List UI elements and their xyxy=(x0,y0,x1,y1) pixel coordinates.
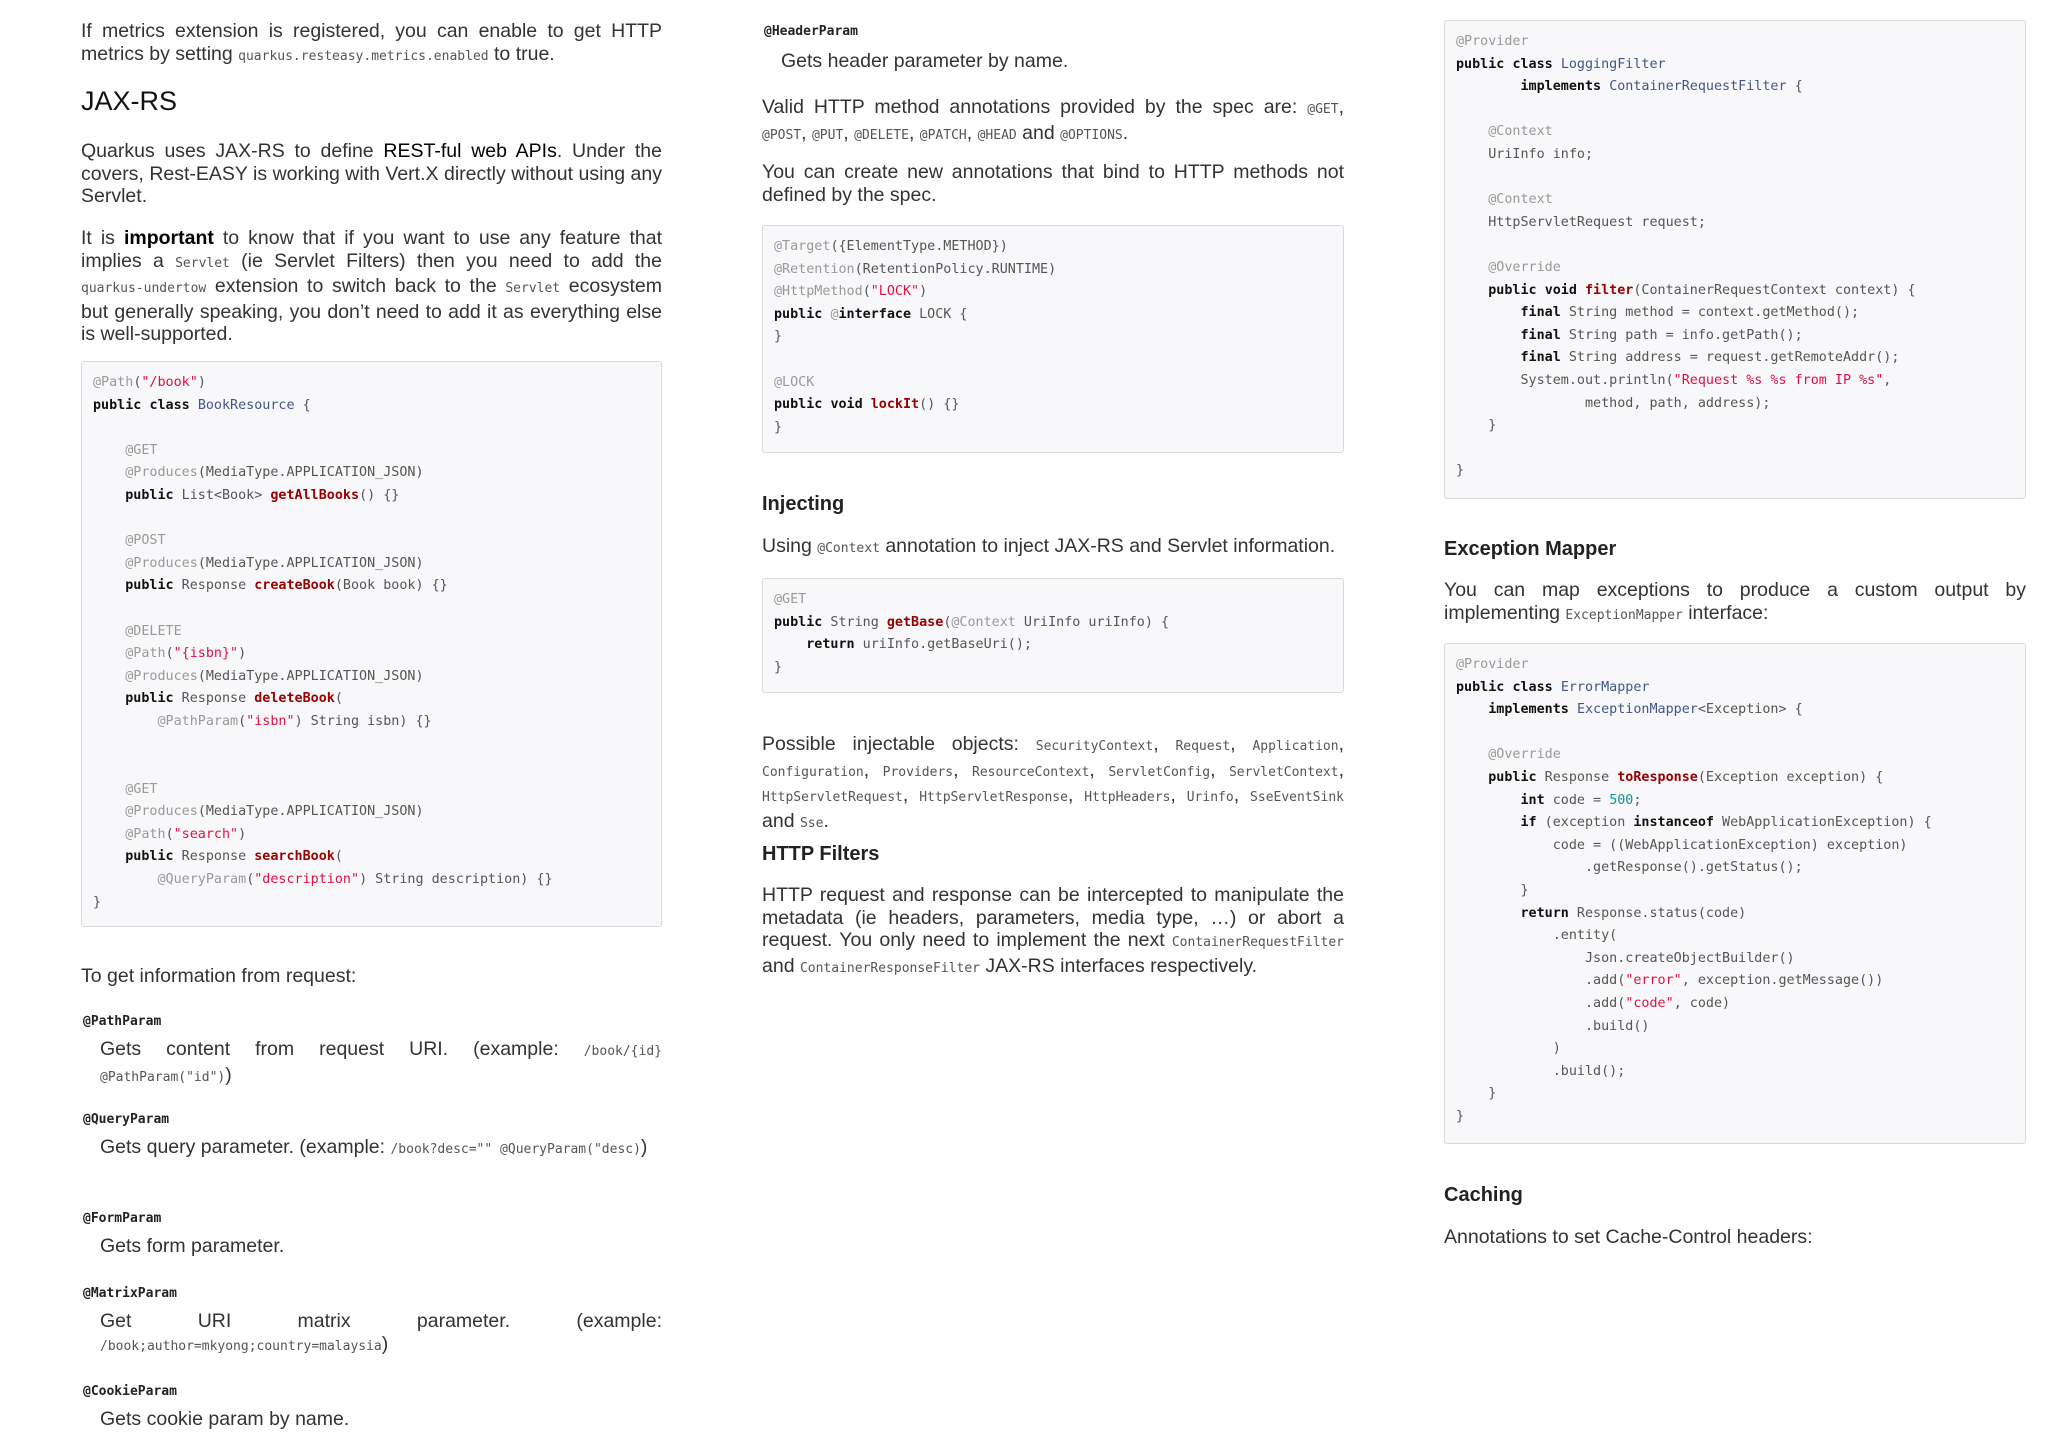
code-line: @Context xyxy=(1488,124,1553,140)
formparam-term: @FormParam xyxy=(83,1211,162,1226)
code-line: public class LoggingFilter xyxy=(1456,56,1666,72)
code-line: HttpServletRequest request; xyxy=(1456,214,1706,230)
code-line: @QueryParam("description") String description) {} xyxy=(157,872,553,888)
code-line: return uriInfo.getBaseUri(); xyxy=(806,637,1032,653)
code-line: @POST xyxy=(125,533,166,549)
metrics-paragraph: If metrics extension is registered, you can enable to get HTTP metrics by setting quarkus.resteasy.metrics.enabled to true. xyxy=(81,20,662,65)
code-line: @GET xyxy=(774,592,807,607)
headerparam-term: @HeaderParam xyxy=(764,24,858,39)
code-line: public Response deleteBook( xyxy=(125,691,343,707)
code-line: System.out.println("Request %s %s from IP %s", xyxy=(1456,372,1892,388)
code-line xyxy=(1456,722,2014,745)
code-line: @Produces(MediaType.APPLICATION_JSON) xyxy=(125,465,424,481)
queryparam-desc: Gets query parameter. (example: /book?desc="" @QueryParam("desc)) xyxy=(100,1136,648,1158)
book-resource-code-block xyxy=(81,361,662,927)
jaxrs-heading: JAX-RS xyxy=(81,86,178,116)
code-line: } xyxy=(774,419,783,435)
code-line xyxy=(93,508,650,531)
code-line: @Retention(RetentionPolicy.RUNTIME) xyxy=(774,261,1057,277)
code-line: @Provider xyxy=(1456,34,1529,49)
rest-apis-link[interactable]: REST-ful web APIs xyxy=(383,140,557,162)
code-line: @HttpMethod("LOCK") xyxy=(774,284,928,300)
logging-filter-code-block xyxy=(1444,20,2026,499)
code-line: @Produces(MediaType.APPLICATION_JSON) xyxy=(125,668,424,684)
code-line: .build() xyxy=(1456,1018,1650,1034)
matrixparam-desc: Get URI matrix parameter. (example: /book;author=mkyong;country=malaysia) xyxy=(100,1310,662,1355)
code-line: implements ExceptionMapper<Exception> { xyxy=(1488,702,1803,718)
exception-mapper-paragraph: You can map exceptions to produce a custom output by implementing ExceptionMapper interface: xyxy=(1444,579,2026,624)
code-line: implements ContainerRequestFilter { xyxy=(1520,79,1803,95)
valid-methods-paragraph: Valid HTTP method annotations provided by the spec are: @GET, @POST, @PUT, @DELETE, @PATCH, @HEAD and @OPTIONS. xyxy=(762,96,1344,144)
code-line: @Context xyxy=(1488,192,1553,208)
code-line: public class ErrorMapper xyxy=(1456,679,1650,695)
lock-annotation-code-block xyxy=(762,225,1344,453)
http-filters-paragraph: HTTP request and response can be intercepted to manipulate the metadata (ie headers, parameters, media type, …) or abort a request. You only need to implement the next ContainerRequestFilter and ContainerResponseFilter JAX-RS interfaces respectively. xyxy=(762,884,1344,977)
code-line xyxy=(1456,99,2014,122)
code-line: final String method = context.getMethod(); xyxy=(1520,305,1860,321)
code-line: @GET xyxy=(125,442,158,458)
error-mapper-code-block xyxy=(1444,643,2026,1144)
code-line: .entity( xyxy=(1456,928,1618,944)
formparam-desc: Gets form parameter. xyxy=(100,1235,285,1257)
exception-mapper-heading: Exception Mapper xyxy=(1444,538,1617,560)
code-line: @Path("/book") xyxy=(93,375,206,390)
code-line: public @interface LOCK { xyxy=(774,306,968,322)
code-line: } xyxy=(1456,1086,1497,1102)
code-line: @Provider xyxy=(1456,657,1529,672)
code-line: public Response createBook(Book book) {} xyxy=(125,578,448,594)
code-line: final String address = request.getRemoteAddr(); xyxy=(1520,350,1900,366)
code-line xyxy=(1456,438,2014,461)
cookieparam-term: @CookieParam xyxy=(83,1384,177,1399)
code-line: int code = 500; xyxy=(1520,792,1642,808)
code-line: @Path("search") xyxy=(125,826,247,842)
code-line: } xyxy=(774,329,783,345)
code-line: public List<Book> getAllBooks() {} xyxy=(125,487,400,503)
servlet-note-paragraph: It is important to know that if you want to use any feature that implies a Servlet (ie Servlet Filters) then you need to add the quarkus-undertow extension to switch back to the Servlet ecosystem but generally speaking, you don’t need to add it as everything else is well-supported. xyxy=(81,227,662,346)
cookieparam-desc: Gets cookie param by name. xyxy=(100,1408,350,1430)
code-line xyxy=(93,734,650,757)
code-line: public class BookResource { xyxy=(93,397,311,413)
code-line xyxy=(774,349,1332,372)
code-line: if (exception instanceof WebApplicationException) { xyxy=(1520,815,1932,831)
injecting-paragraph: Using @Context annotation to inject JAX-RS and Servlet information. xyxy=(762,535,1336,557)
code-line: @PathParam("isbn") String isbn) {} xyxy=(157,713,432,729)
code-line: public Response toResponse(Exception exception) { xyxy=(1488,769,1884,785)
code-line: code = ((WebApplicationException) exception) xyxy=(1456,837,1908,853)
code-line: public void filter(ContainerRequestContext context) { xyxy=(1488,282,1916,298)
code-line: method, path, address); xyxy=(1456,395,1771,411)
code-line: Json.createObjectBuilder() xyxy=(1456,950,1795,966)
request-info-intro: To get information from request: xyxy=(81,965,357,987)
injecting-heading: Injecting xyxy=(762,493,845,515)
code-line: .add("error", exception.getMessage()) xyxy=(1456,973,1884,989)
code-line: @Produces(MediaType.APPLICATION_JSON) xyxy=(125,555,424,571)
jaxrs-intro-paragraph: Quarkus uses JAX-RS to define REST-ful web APIs. Under the covers, Rest-EASY is working with Vert.X directly without using any Servlet. xyxy=(81,140,662,208)
pathparam-desc: Gets content from request URI. (example: /book/{id} @PathParam("id")) xyxy=(100,1038,662,1086)
caching-paragraph: Annotations to set Cache-Control headers: xyxy=(1444,1226,1813,1248)
code-line: } xyxy=(1456,882,1529,898)
metrics-config-code: quarkus.resteasy.metrics.enabled xyxy=(238,48,489,64)
code-line: @LOCK xyxy=(774,374,815,390)
pathparam-term: @PathParam xyxy=(83,1014,162,1029)
code-line: @Target({ElementType.METHOD}) xyxy=(774,239,1008,254)
code-line xyxy=(1456,234,2014,257)
code-line: final String path = info.getPath(); xyxy=(1520,327,1803,343)
code-line: @DELETE xyxy=(125,623,182,639)
http-filters-heading: HTTP Filters xyxy=(762,843,880,865)
injectable-objects-paragraph: Possible injectable objects: SecurityContext, Request, Application, Configuration, Providers, ResourceContext, ServletConfig, ServletContext, HttpServletRequest, HttpServletResponse, HttpHeaders, Urinfo, SseEventSink and Sse. xyxy=(762,733,1344,832)
code-line xyxy=(93,598,650,621)
code-line: public void lockIt() {} xyxy=(774,397,960,413)
code-line: public String getBase(@Context UriInfo uriInfo) { xyxy=(774,614,1170,630)
code-line: } xyxy=(774,659,783,675)
code-line: return Response.status(code) xyxy=(1520,905,1747,921)
caching-heading: Caching xyxy=(1444,1184,1523,1206)
code-line: .getResponse().getStatus(); xyxy=(1456,860,1803,876)
code-line: } xyxy=(1456,1108,1465,1124)
custom-methods-paragraph: You can create new annotations that bind to HTTP methods not defined by the spec. xyxy=(762,161,1344,206)
code-line: } xyxy=(1456,463,1465,479)
code-line: @Override xyxy=(1488,747,1561,763)
code-line: } xyxy=(1456,418,1497,434)
code-line xyxy=(93,417,650,440)
headerparam-desc: Gets header parameter by name. xyxy=(781,50,1069,72)
getbase-code-block xyxy=(762,578,1344,693)
code-line: public Response searchBook( xyxy=(125,849,343,865)
code-line xyxy=(1456,167,2014,190)
code-line: .build(); xyxy=(1456,1063,1626,1079)
queryparam-term: @QueryParam xyxy=(83,1112,170,1127)
code-line: UriInfo info; xyxy=(1456,146,1594,162)
code-line: @Override xyxy=(1488,259,1561,275)
code-line: @Path("{isbn}") xyxy=(125,646,247,662)
code-line: @Produces(MediaType.APPLICATION_JSON) xyxy=(125,804,424,820)
code-line: } xyxy=(93,894,102,910)
code-line: @GET xyxy=(125,781,158,797)
code-line: ) xyxy=(1456,1041,1561,1057)
code-line: .add("code", code) xyxy=(1456,995,1731,1011)
code-line xyxy=(93,756,650,779)
matrixparam-term: @MatrixParam xyxy=(83,1286,177,1301)
